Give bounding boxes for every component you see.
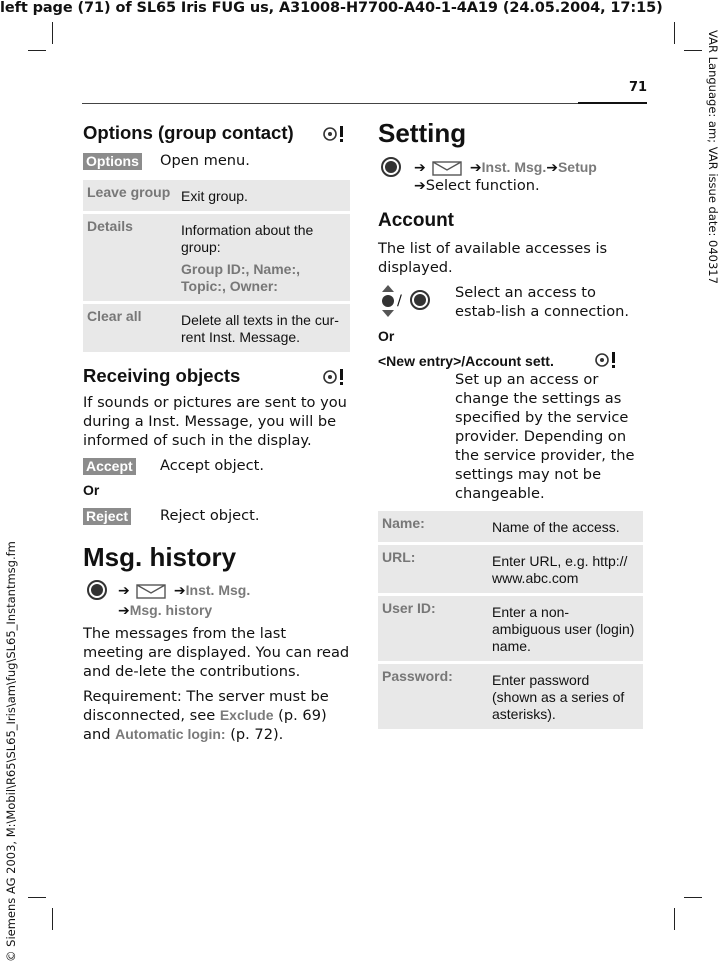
history-nav-2: Msg. history [129,602,213,618]
table-row [378,596,643,661]
accept-desc: Accept object. [160,457,264,474]
desc-leave-group: Exit group. [175,180,350,211]
side-note-left: © Siemens AG 2003, M:\Mobil\R65\SL65_Iris\am\fug\SL65_Instantmsg.fm [4,541,18,962]
options-table [83,177,350,355]
setting-nav-3: Select function. [425,177,540,194]
term-leave-group: Leave group [83,180,175,211]
desc-details: Information about the group: [181,222,314,255]
inst-msg-icon [322,367,350,391]
term-clear-all: Clear all [83,304,175,352]
new-entry-item[interactable]: <New entry>/Account sett. [378,353,554,369]
term-password: Password: [378,664,486,729]
table-row [378,664,643,729]
page-number: 71 [629,80,648,95]
term-details: Details [83,214,175,301]
history-text: The messages from the last meeting are displayed. You can read and de-lete the contributions. [83,625,350,680]
side-note-right: VAR Language: am; VAR issue date: 040317 [706,30,720,284]
setting-nav-path: ➔ ➔Inst. Msg.➔Setup [414,159,597,176]
header-rule-bold [578,102,647,104]
joystick-icon [87,580,107,600]
requirement-text: Requirement: The server must be disconnected, see Exclude (p. 69) and Automatic login: (p. 72). [83,688,329,743]
term-url: URL: [378,545,486,593]
new-entry-desc: Set up an access or change the settings as specified by the service provider. Depending on the service provider, the settings may not be changeable. [455,371,635,502]
setting-heading: Setting [378,118,467,148]
inst-msg-icon [322,124,350,148]
history-nav-path: ➔ ➔Inst. Msg. [118,582,251,599]
account-text: The list of available accesses is displayed. [378,240,608,276]
desc-user-id: Enter a non-ambiguous user (login) name. [486,596,643,661]
history-nav-1: Inst. Msg. [185,582,251,598]
desc-url: Enter URL, e.g. http:// www.abc.com [486,545,643,593]
options-softkey[interactable]: Options [83,153,142,170]
details-fields: Group ID:, Name:, Topic:, Owner: [181,261,301,294]
desc-password: Enter password (shown as a series of asterisks). [486,664,643,729]
options-desc: Open menu. [160,152,250,169]
account-heading: Account [378,210,454,231]
setting-nav-2: Setup [557,159,597,175]
exclude-link[interactable]: Exclude [219,707,274,723]
page-header: left page (71) of SL65 Iris FUG us, A31008-H7700-A40-1-4A19 (24.05.2004, 17:15) [0,0,663,16]
desc-clear-all: Delete all texts in the cur-rent Inst. Message. [175,304,350,352]
table-row [378,511,643,542]
accept-softkey[interactable]: Accept [83,458,136,475]
history-heading: Msg. history [83,542,237,572]
setting-nav-1: Inst. Msg. [481,159,547,175]
reject-softkey[interactable]: Reject [83,508,131,525]
receiving-heading: Receiving objects [83,365,241,386]
table-row [83,180,350,211]
table-row [83,304,350,352]
receiving-text: If sounds or pictures are sent to you during a Inst. Message, you will be informed of such in the display. [83,394,347,449]
account-table [378,508,643,732]
header-rule [82,103,647,104]
automatic-login-link[interactable]: Automatic login: [115,726,226,742]
select-desc: Select an access to estab-lish a connection. [455,284,630,320]
options-heading: Options (group contact) [83,122,294,143]
term-user-id: User ID: [378,596,486,661]
envelope-icon [431,159,465,177]
desc-name: Name of the access. [486,511,643,542]
or-label: Or [378,328,395,344]
term-name: Name: [378,511,486,542]
table-row [378,545,643,593]
table-row [83,214,350,301]
reject-desc: Reject object. [160,507,260,524]
or-label: Or [83,482,100,498]
joystick-icon [381,157,401,177]
joystick-icon [410,290,430,310]
envelope-icon [135,582,169,600]
